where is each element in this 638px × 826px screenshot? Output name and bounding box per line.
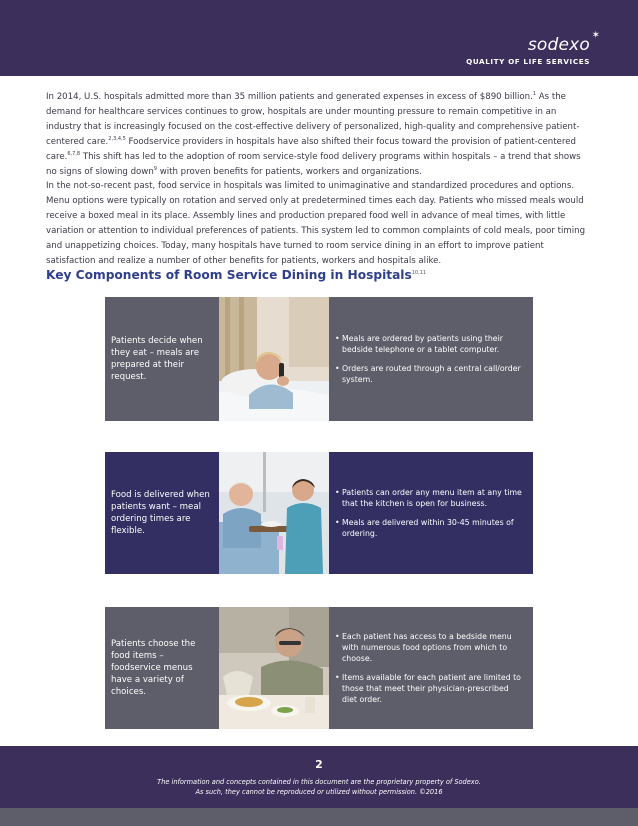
card-bullet: • Items available for each patient are limited to those that meet their physician-prescribed diet order. (335, 672, 525, 705)
intro-text-1: In 2014, U.S. hospitals admitted more than 35 million patients and generated expenses in excess of $890 billion. (46, 92, 533, 102)
copyright-notice (0, 777, 638, 797)
history-paragraph: In the not-so-recent past, food service in hospitals was limited to unimaginative and standardized procedures and options. Menu options were typically on rotation and served only at predetermined times each day. Patients who missed meals would receive a boxed meal in its place. Assembly lines and production prepared food well in advance of meal times, with little variation or attention to individual preferences of patients. This system led to common complaints of cold meals, poor timing and unappetizing choices. Today, many hospitals have turned to room service dining in an effort to improve patient satisfaction and realize a number of other benefits for patients, workers and hospitals alike. (46, 181, 586, 266)
component-card-choice (105, 607, 533, 729)
intro-paragraph (46, 90, 594, 180)
citation-1: 1 (532, 91, 536, 98)
logo-tagline: QUALITY OF LIFE SERVICES (466, 57, 590, 66)
page-header (0, 0, 638, 76)
card-lead (105, 607, 219, 729)
patient-phone-photo (219, 297, 329, 421)
citation-3: 6,7,8 (67, 151, 81, 158)
card-bullet: • Patients can order any menu item at any time that the kitchen is open for business. (335, 487, 525, 509)
sodexo-logo (466, 30, 600, 66)
meal-delivery-photo (219, 452, 329, 574)
card-lead (105, 452, 219, 574)
intro-text-3: Foodservice providers in hospitals have also shifted their focus toward the provision of patient-centered care. (46, 137, 576, 162)
card-lead-text: Patients decide when they eat – meals are prepared at their request. (111, 336, 203, 382)
card-lead-text: Food is delivered when patients want – meal ordering times are flexible. (111, 490, 210, 536)
component-card-delivery (105, 452, 533, 574)
logo-wordmark: sodexo (527, 35, 590, 55)
section-title (46, 268, 426, 282)
card-bullets (329, 607, 533, 729)
copyright-line-1: The information and concepts contained in this document are the proprietary property of Sodexo. (157, 778, 481, 786)
card-bullet: • Meals are delivered within 30-45 minutes of ordering. (335, 517, 525, 539)
page-number: 2 (315, 758, 323, 771)
patient-meal-photo (219, 607, 329, 729)
intro-text-5: with proven benefits for patients, workers and organizations. (156, 167, 422, 177)
card-lead (105, 297, 219, 421)
citation-4: 9 (153, 166, 157, 173)
intro-text-2: As the demand for healthcare services continues to grow, hospitals are under mounting pressure to remain competitive in an industry that is increasingly focused on the cost-effective delivery of personalized, high-quality and comprehensive patient-centered care. (46, 92, 580, 147)
component-card-ordering (105, 297, 533, 421)
card-bullets (329, 452, 533, 574)
intro-text-4: This shift has led to the adoption of room service-style food delivery programs within hospitals – a trend that shows no signs of slowing down (46, 152, 581, 177)
card-bullets (329, 297, 533, 421)
section-citation: 10,11 (411, 269, 427, 276)
citation-2: 2,3,4,5 (108, 136, 126, 143)
card-bullet: • Each patient has access to a bedside menu with numerous food options from which to choose. (335, 631, 525, 664)
card-lead-text: Patients choose the food items – foodservice menus have a variety of choices. (111, 639, 196, 697)
copyright-line-2: As such, they cannot be reproduced or utilized without permission. ©2016 (195, 788, 443, 796)
section-title-text: Key Components of Room Service Dining in Hospitals (46, 268, 412, 282)
footer-bar (0, 808, 638, 826)
card-bullet: • Orders are routed through a central call/order system. (335, 363, 525, 385)
card-bullet: • Meals are ordered by patients using their bedside telephone or a tablet computer. (335, 333, 525, 355)
star-icon: ✶ (591, 30, 600, 41)
page-footer (0, 746, 638, 808)
